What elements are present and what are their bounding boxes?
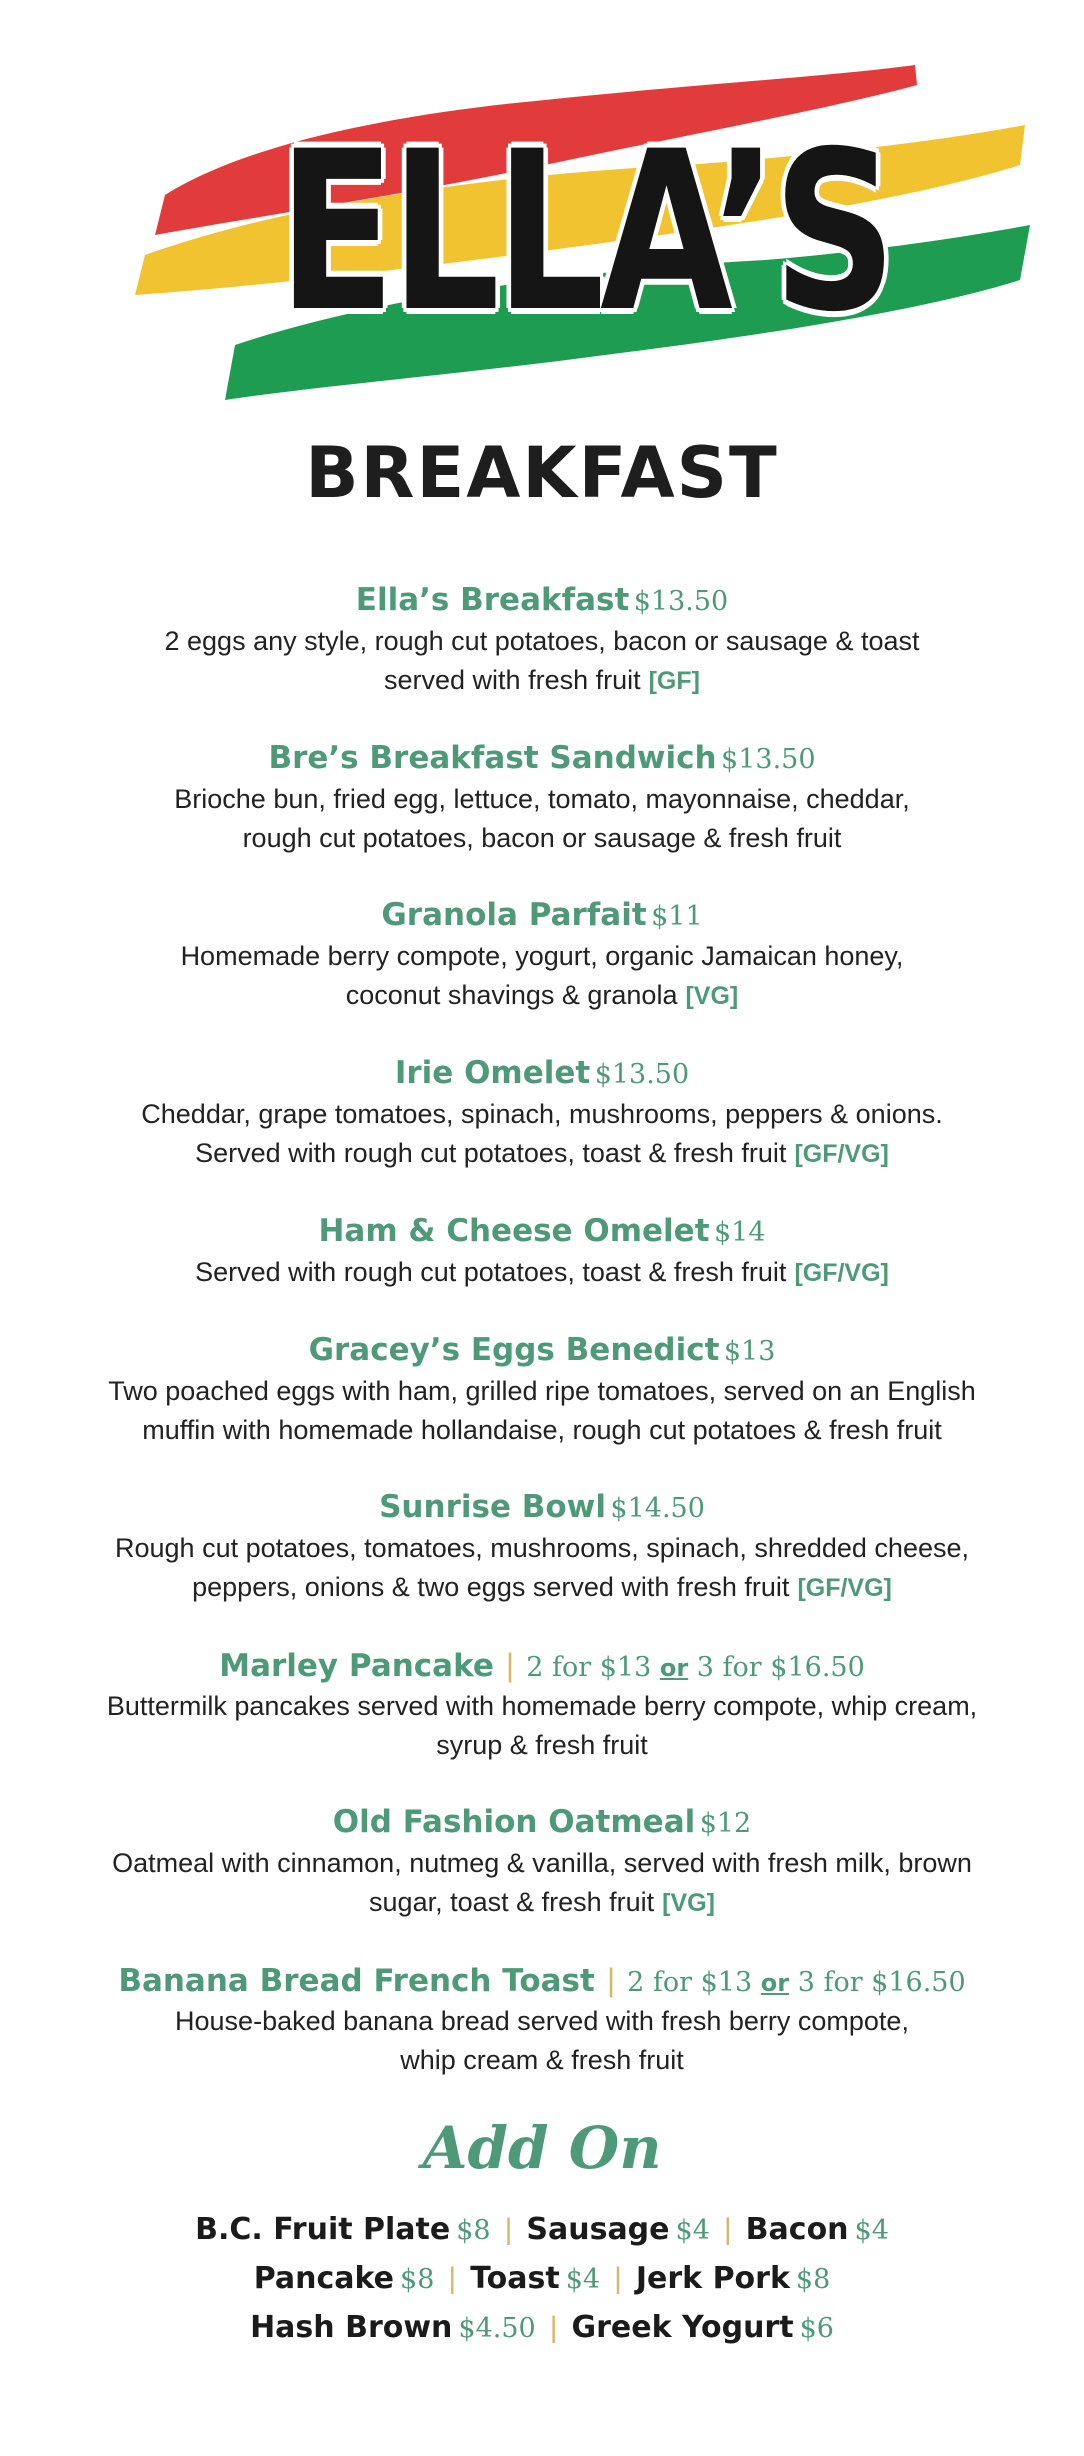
dietary-tag: [GF/VG] [794, 1259, 889, 1287]
description-line [100, 2002, 984, 2041]
menu-item-price: $13.50 [721, 744, 816, 775]
menu-item-header [100, 1328, 984, 1372]
price-or: or [659, 1654, 689, 1682]
menu-item-header [100, 1958, 984, 2002]
description-text: syrup & fresh fruit [436, 1730, 648, 1760]
description-text: served with fresh fruit [384, 665, 641, 695]
menu-item-name: Marley Pancake [219, 1648, 494, 1684]
description-text: Buttermilk pancakes served with homemade berry compote, whip cream, [106, 1691, 978, 1721]
description-text: peppers, onions & two eggs served with fresh fruit [192, 1572, 790, 1602]
menu-item-price: $13.50 [594, 1059, 690, 1090]
menu-item-price: $12 [699, 1808, 752, 1839]
description-line [100, 622, 984, 661]
description-line [100, 1687, 984, 1726]
addon-name: Jerk Pork [635, 2261, 790, 2296]
description-line [100, 1411, 984, 1450]
logo [125, 55, 1045, 415]
menu-item-description [100, 2002, 984, 2080]
page-title: BREAKFAST [305, 432, 779, 514]
menu-item [100, 1328, 984, 1450]
menu-item-name: Ella’s Breakfast [355, 582, 630, 618]
addon-price: $4 [854, 2215, 889, 2246]
addon-row [0, 2303, 1084, 2352]
description-line [100, 2041, 984, 2080]
menu-list [100, 578, 984, 2115]
description-line [100, 1134, 984, 1174]
price-or: or [760, 1969, 790, 1997]
menu-item-description [100, 1844, 984, 1923]
menu-item-header [100, 893, 984, 937]
addon-title: Add On [422, 2114, 662, 2182]
addon-price: $4 [675, 2215, 710, 2246]
menu-item-price: $11 [651, 901, 703, 932]
addon-name: Greek Yogurt [571, 2310, 794, 2345]
menu-item [100, 1958, 984, 2080]
price-divider: | [505, 1647, 515, 1683]
menu-item-header [100, 1485, 984, 1529]
description-text: Oatmeal with cinnamon, nutmeg & vanilla, served with fresh milk, brown [112, 1848, 972, 1878]
menu-item-header [100, 1209, 984, 1253]
menu-item-description [100, 622, 984, 701]
description-text: House-baked banana bread served with fresh berry compote, [175, 2006, 909, 2036]
addon-divider: | [504, 2213, 513, 2246]
menu-item [100, 1209, 984, 1293]
description-text: Brioche bun, fried egg, lettuce, tomato, mayonnaise, cheddar, [174, 784, 910, 814]
dietary-tag: [VG] [662, 1889, 715, 1917]
description-line [100, 1372, 984, 1411]
menu-item [100, 1485, 984, 1608]
menu-item [100, 893, 984, 1016]
menu-item [100, 736, 984, 858]
description-text: rough cut potatoes, bacon or sausage & fresh fruit [242, 823, 842, 853]
menu-item-name: Banana Bread French Toast [118, 1963, 595, 1999]
addon-price: $8 [400, 2264, 435, 2295]
menu-item [100, 1643, 984, 1765]
description-line [100, 661, 984, 701]
description-text: Served with rough cut potatoes, toast & fresh fruit [195, 1138, 787, 1168]
description-line [100, 1095, 984, 1134]
addon-price: $4 [565, 2264, 601, 2295]
addon-divider: | [723, 2213, 732, 2246]
addon-name: Bacon [745, 2212, 849, 2247]
price-option-b: 3 for $16.50 [696, 1652, 865, 1683]
description-line [100, 780, 984, 819]
price-option-a: 2 for $13 [627, 1967, 753, 1998]
menu-item-description [100, 780, 984, 858]
description-text: coconut shavings & granola [345, 980, 678, 1010]
description-line [100, 819, 984, 858]
menu-item-description [100, 1253, 984, 1293]
menu-item-price: $13 [723, 1336, 776, 1367]
addon-price: $8 [456, 2215, 491, 2246]
menu-item-name: Bre’s Breakfast Sandwich [268, 740, 717, 776]
description-text: sugar, toast & fresh fruit [369, 1887, 655, 1917]
addon-name: Sausage [526, 2212, 670, 2247]
description-text: muffin with homemade hollandaise, rough cut potatoes & fresh fruit [142, 1415, 942, 1445]
menu-item-description [100, 937, 984, 1016]
menu-item-header [100, 1800, 984, 1844]
addon-divider: | [549, 2311, 558, 2344]
dietary-tag: [VG] [685, 982, 739, 1010]
menu-item-description [100, 1529, 984, 1608]
description-text: Homemade berry compote, yogurt, organic Jamaican honey, [180, 941, 904, 971]
menu-item-name: Sunrise Bowl [379, 1489, 606, 1525]
dietary-tag: [GF] [648, 667, 700, 695]
addon-name: B.C. Fruit Plate [195, 2212, 451, 2247]
price-option-a: 2 for $13 [526, 1652, 652, 1683]
price-option-b: 3 for $16.50 [797, 1967, 966, 1998]
addon-price: $6 [799, 2313, 834, 2344]
addon-price: $8 [795, 2264, 831, 2295]
addon-name: Hash Brown [250, 2310, 453, 2345]
description-line [100, 1883, 984, 1923]
addon-name: Pancake [253, 2261, 395, 2296]
menu-item-price [627, 1967, 966, 1998]
description-text: 2 eggs any style, rough cut potatoes, bacon or sausage & toast [164, 626, 920, 656]
description-line [100, 1529, 984, 1568]
description-line [100, 937, 984, 976]
menu-item [100, 578, 984, 701]
menu-item-name: Ham & Cheese Omelet [318, 1213, 710, 1249]
description-line [100, 1568, 984, 1608]
menu-item-price: $14.50 [610, 1493, 705, 1524]
addon-row [0, 2254, 1084, 2303]
addon-row [0, 2205, 1084, 2254]
addon-divider: | [614, 2262, 622, 2295]
menu-item-header [100, 578, 984, 622]
menu-item-name: Granola Parfait [381, 897, 647, 933]
menu-item-name: Old Fashion Oatmeal [332, 1804, 696, 1840]
description-line [100, 1253, 984, 1293]
description-line [100, 1726, 984, 1765]
menu-item-price: $13.50 [633, 586, 729, 617]
description-text: Two poached eggs with ham, grilled ripe tomatoes, served on an English [108, 1376, 976, 1406]
logo-text: ELLA’S [278, 104, 892, 360]
menu-item-price [526, 1652, 865, 1683]
menu-item-header [100, 736, 984, 780]
menu-item-price: $14 [713, 1217, 766, 1248]
price-divider: | [606, 1962, 616, 1998]
menu-item-description [100, 1372, 984, 1450]
addon-list [0, 2205, 1084, 2352]
description-line [100, 1844, 984, 1883]
dietary-tag: [GF/VG] [794, 1140, 889, 1168]
description-line [100, 976, 984, 1016]
addon-divider: | [448, 2262, 457, 2295]
menu-item-description [100, 1687, 984, 1765]
menu-item [100, 1051, 984, 1174]
menu-item-header [100, 1643, 984, 1687]
description-text: Served with rough cut potatoes, toast & fresh fruit [195, 1257, 787, 1287]
menu-item-header [100, 1051, 984, 1095]
addon-name: Toast [470, 2261, 560, 2296]
menu-item [100, 1800, 984, 1923]
menu-item-name: Gracey’s Eggs Benedict [308, 1332, 720, 1368]
description-text: whip cream & fresh fruit [400, 2045, 684, 2075]
description-text: Cheddar, grape tomatoes, spinach, mushrooms, peppers & onions. [141, 1099, 943, 1129]
description-text: Rough cut potatoes, tomatoes, mushrooms, spinach, shredded cheese, [115, 1533, 969, 1563]
menu-item-name: Irie Omelet [394, 1055, 591, 1091]
menu-item-description [100, 1095, 984, 1174]
addon-price: $4.50 [458, 2313, 536, 2344]
dietary-tag: [GF/VG] [797, 1574, 892, 1602]
